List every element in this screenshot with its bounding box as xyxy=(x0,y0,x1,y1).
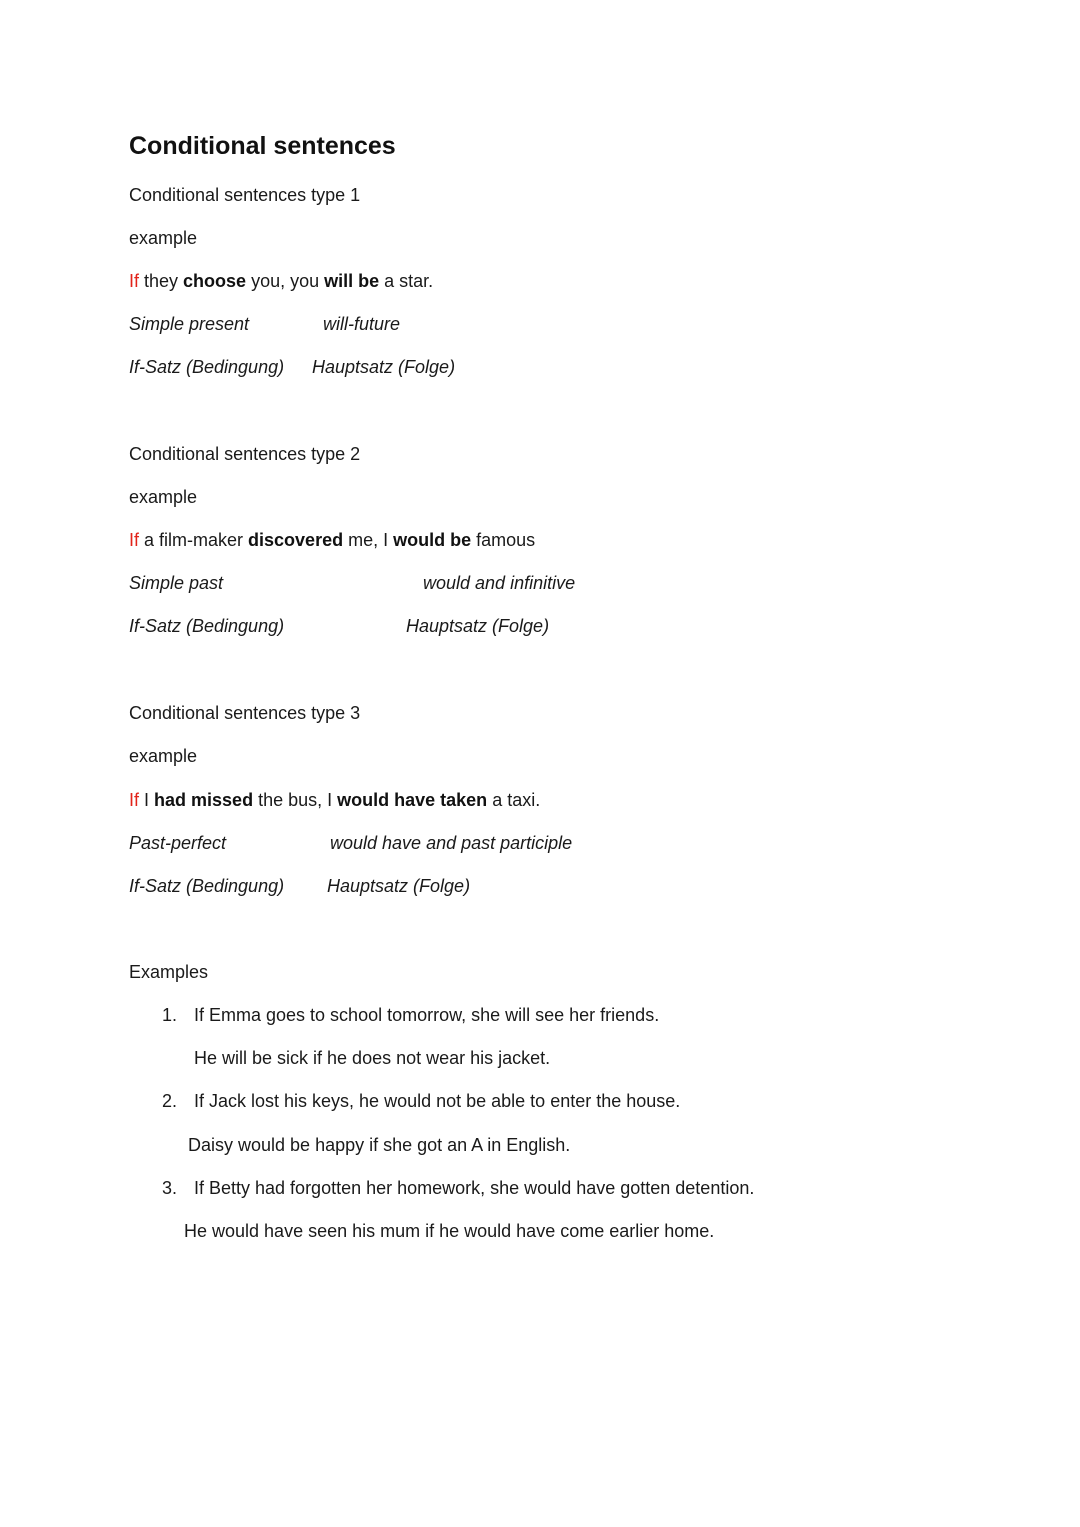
type1-tense-left: Simple present xyxy=(129,314,250,334)
type3-tense-left: Past-perfect xyxy=(129,833,227,853)
type3-clause-left: If-Satz (Bedingung) xyxy=(129,876,285,896)
type1-heading: Conditional sentences type 1 xyxy=(129,185,361,205)
type1-example-label: example xyxy=(129,228,198,248)
if-keyword: If xyxy=(129,790,140,810)
type2-example-sentence xyxy=(129,529,535,551)
sentence-text: a star. xyxy=(379,271,434,291)
sentence-text: I xyxy=(139,790,155,810)
sentence-verb-bold: discovered xyxy=(248,530,344,550)
type3-heading: Conditional sentences type 3 xyxy=(129,703,361,723)
sentence-text: a taxi. xyxy=(487,790,541,810)
list-number: 1. xyxy=(162,1005,178,1025)
type2-tense-left: Simple past xyxy=(129,573,224,593)
list-number: 3. xyxy=(162,1178,178,1198)
type1-clause-right: Hauptsatz (Folge) xyxy=(312,357,456,377)
type3-tense-right: would have and past participle xyxy=(330,833,573,853)
sentence-verb-bold: choose xyxy=(183,271,247,291)
type1-clause-left: If-Satz (Bedingung) xyxy=(129,357,285,377)
sentence-verb-bold: would have taken xyxy=(337,790,488,810)
example-1-second: He will be sick if he does not wear his jacket. xyxy=(194,1048,551,1068)
type2-example-label: example xyxy=(129,487,198,507)
sentence-text: a film-maker xyxy=(139,530,249,550)
page-title: Conditional sentences xyxy=(129,132,396,160)
example-3-second: He would have seen his mum if he would have come earlier home. xyxy=(184,1221,715,1241)
example-3-first: If Betty had forgotten her homework, she would have gotten detention. xyxy=(194,1178,755,1198)
type2-heading: Conditional sentences type 2 xyxy=(129,444,361,464)
type3-example-sentence xyxy=(129,789,540,811)
example-1-first: If Emma goes to school tomorrow, she will see her friends. xyxy=(194,1005,660,1025)
type2-clause-right: Hauptsatz (Folge) xyxy=(406,616,550,636)
type1-example-sentence xyxy=(129,270,433,292)
type2-tense-right: would and infinitive xyxy=(423,573,576,593)
sentence-verb-bold: would be xyxy=(393,530,472,550)
if-keyword: If xyxy=(129,271,140,291)
sentence-text: the bus, I xyxy=(253,790,338,810)
sentence-verb-bold: will be xyxy=(324,271,380,291)
type3-clause-right: Hauptsatz (Folge) xyxy=(327,876,471,896)
type3-example-label: example xyxy=(129,746,198,766)
sentence-text: famous xyxy=(471,530,536,550)
example-2-second: Daisy would be happy if she got an A in English. xyxy=(188,1135,571,1155)
example-2-first: If Jack lost his keys, he would not be able to enter the house. xyxy=(194,1091,681,1111)
type2-clause-left: If-Satz (Bedingung) xyxy=(129,616,285,636)
sentence-text: you, you xyxy=(246,271,325,291)
sentence-text: me, I xyxy=(343,530,394,550)
if-keyword: If xyxy=(129,530,140,550)
type1-tense-right: will-future xyxy=(323,314,401,334)
list-number: 2. xyxy=(162,1091,178,1111)
sentence-verb-bold: had missed xyxy=(154,790,254,810)
sentence-text: they xyxy=(139,271,184,291)
examples-heading: Examples xyxy=(129,962,209,982)
